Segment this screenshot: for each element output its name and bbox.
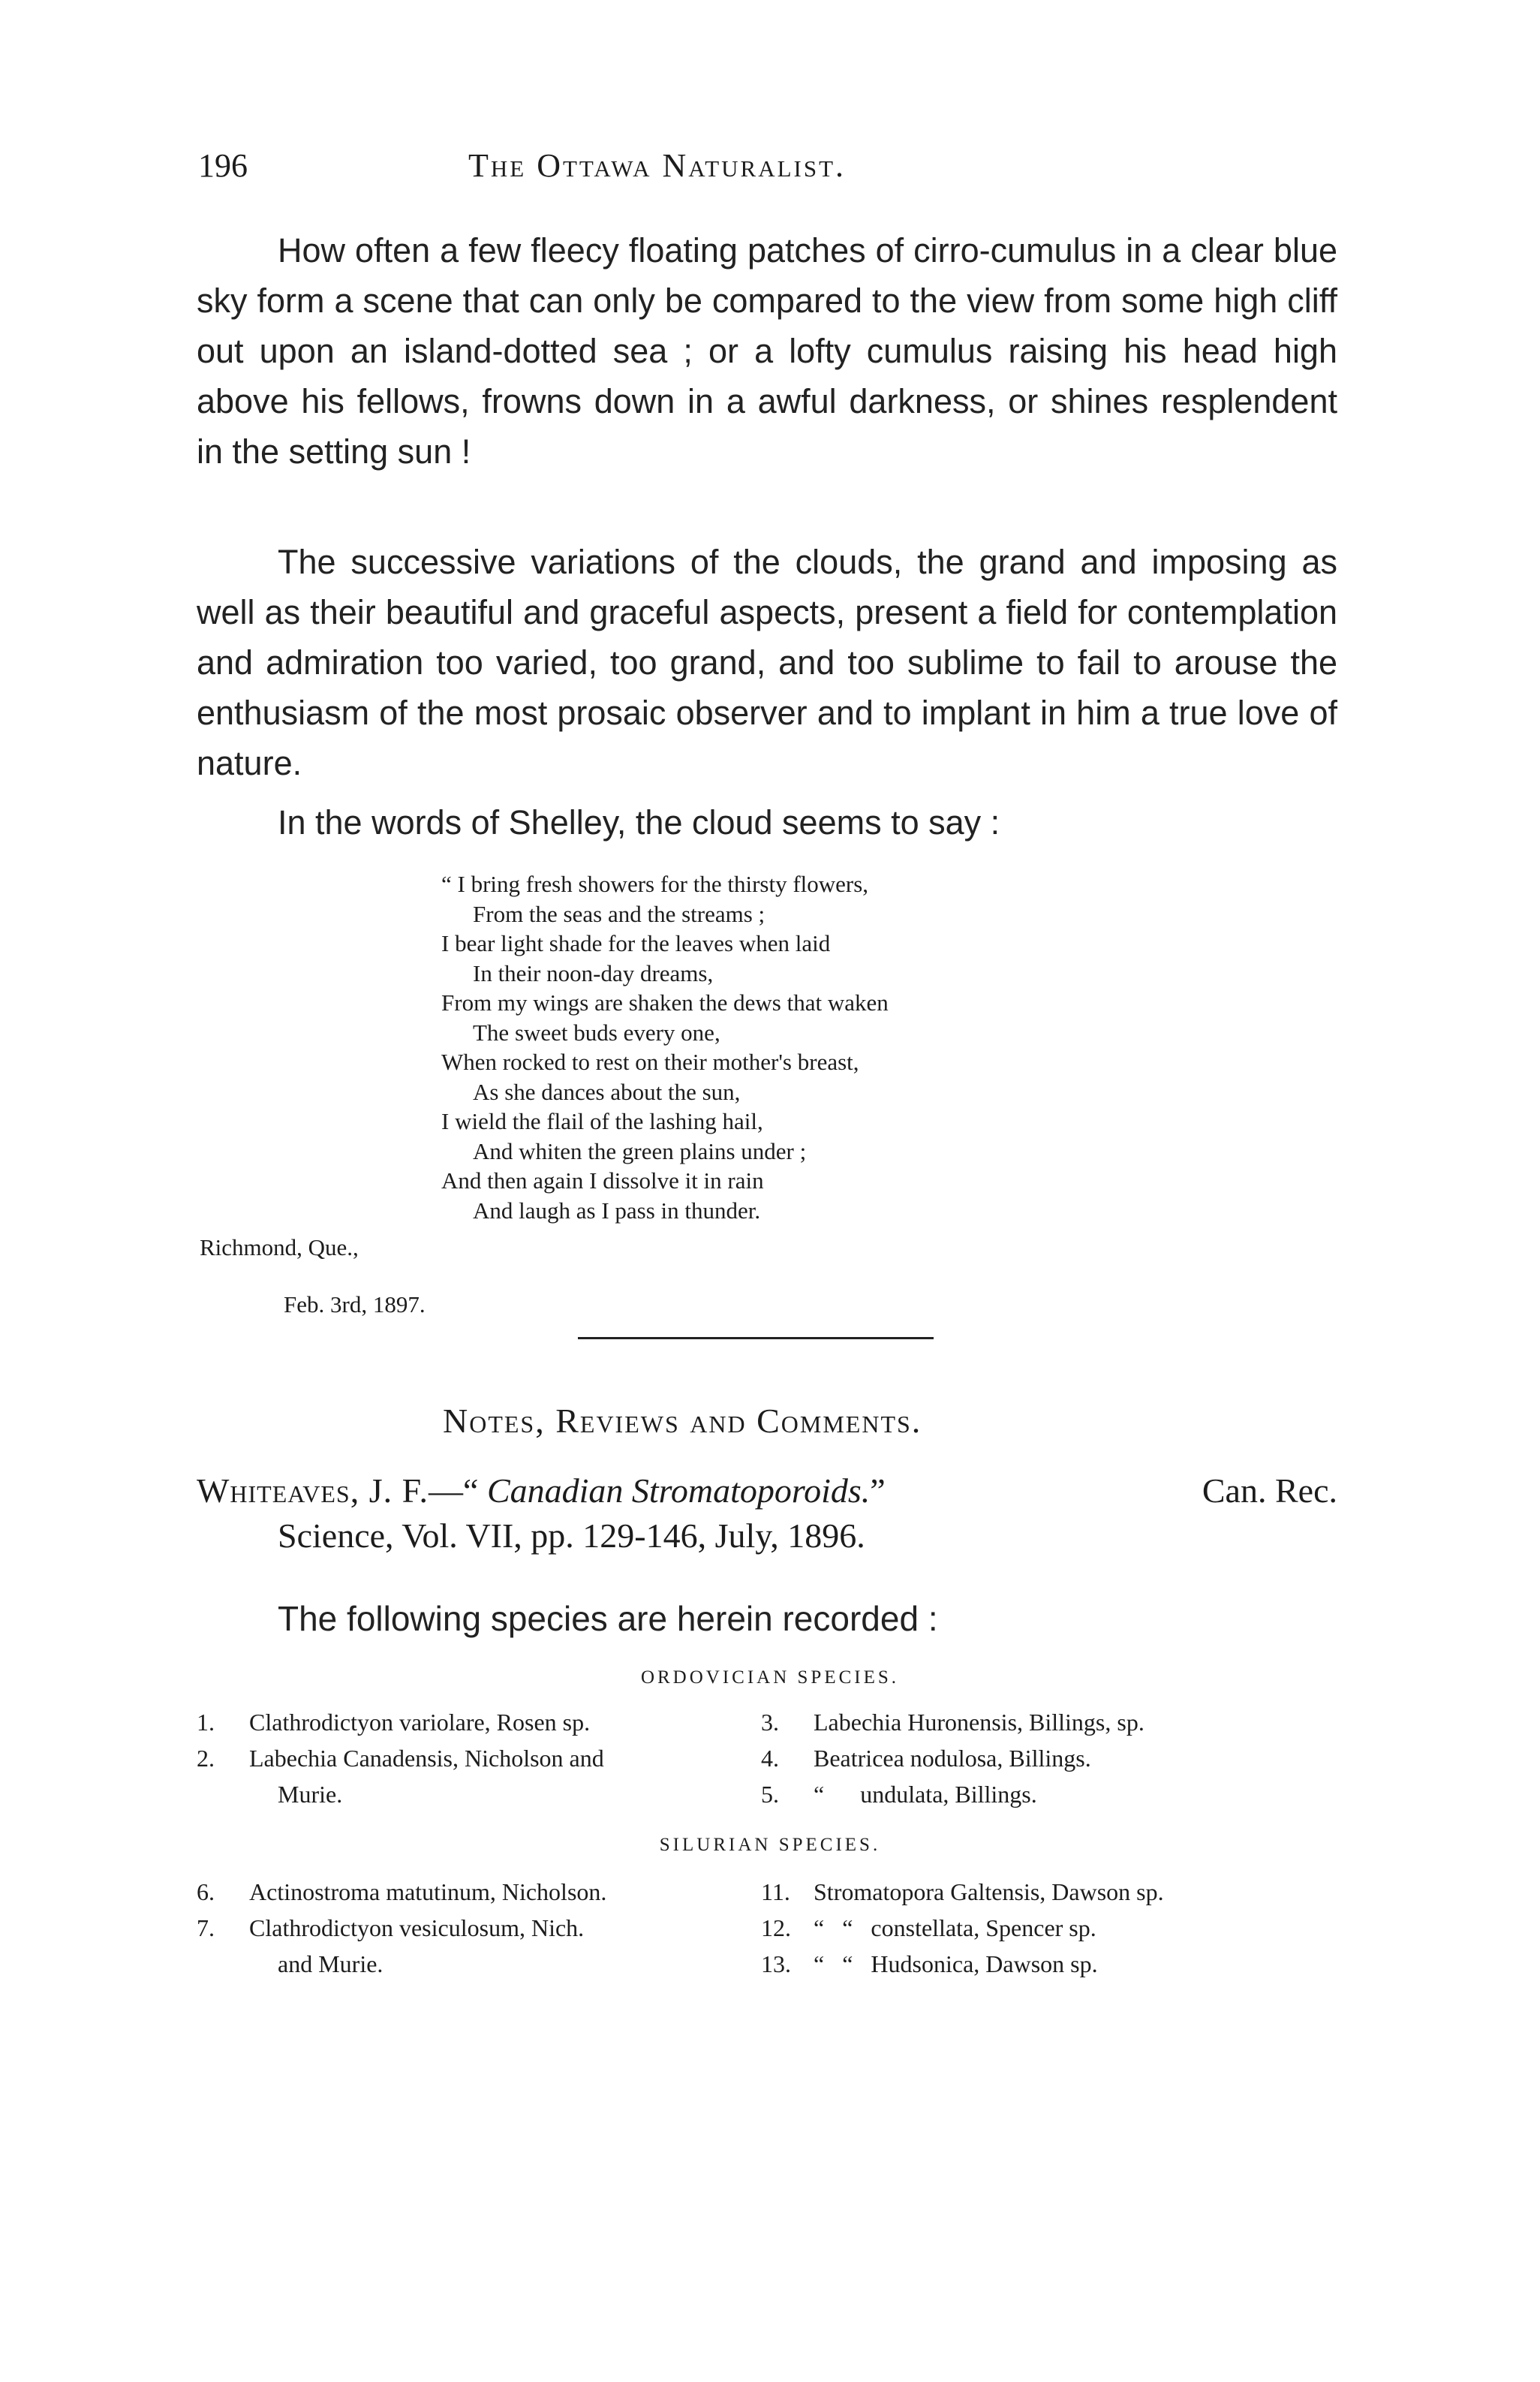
paragraph-text: In the words of Shelley, the cloud seems to say :	[278, 803, 1000, 842]
species-number: 5.	[761, 1781, 779, 1808]
species-item	[197, 1704, 604, 1740]
species-item	[761, 1910, 1164, 1946]
silurian-list-right	[761, 1874, 1164, 1982]
species-name-continued: and Murie.	[278, 1950, 383, 1977]
species-item	[761, 1740, 1144, 1776]
poem-line: From my wings are shaken the dews that waken	[441, 989, 889, 1016]
species-number: 11.	[761, 1878, 790, 1905]
review-title-close: ”	[870, 1471, 886, 1510]
section-divider	[578, 1337, 934, 1339]
poem-line: As she dances about the sun,	[473, 1078, 741, 1105]
species-name: Beatricea nodulosa, Billings.	[814, 1745, 1091, 1772]
review-heading	[197, 1468, 886, 1513]
species-number: 13.	[761, 1950, 791, 1977]
poem-quotation	[441, 869, 889, 1225]
species-item	[197, 1874, 606, 1910]
poem-line: From the seas and the streams ;	[473, 900, 765, 927]
signature-date: Feb. 3rd, 1897.	[284, 1291, 426, 1317]
review-title: Canadian Stromatoporoids.	[486, 1471, 871, 1510]
species-name: “ “ constellata, Spencer sp.	[814, 1914, 1096, 1941]
species-item	[197, 1740, 604, 1776]
review-journal: Can. Rec.	[1202, 1471, 1337, 1510]
page-number: 196	[198, 147, 248, 184]
poem-line: In their noon-day dreams,	[473, 959, 714, 986]
species-item	[761, 1874, 1164, 1910]
poem-line: When rocked to rest on their mother's breast,	[441, 1049, 859, 1075]
species-item	[761, 1946, 1164, 1982]
review-citation: Science, Vol. VII, pp. 129-146, July, 1896.	[278, 1516, 865, 1555]
species-number: 7.	[197, 1914, 215, 1941]
species-number: 3.	[761, 1709, 779, 1736]
poem-line: I bear light shade for the leaves when laid	[441, 930, 831, 956]
paragraph-2	[197, 537, 1337, 788]
species-name: Stromatopora Galtensis, Dawson sp.	[814, 1878, 1164, 1905]
signature-place: Richmond, Que.,	[200, 1234, 359, 1260]
species-item	[761, 1776, 1144, 1812]
species-name: “ undulata, Billings.	[814, 1781, 1037, 1808]
poem-line: The sweet buds every one,	[473, 1019, 720, 1046]
species-number: 4.	[761, 1745, 779, 1772]
species-name-continued: Murie.	[278, 1781, 343, 1808]
species-number: 1.	[197, 1709, 215, 1736]
species-name: Labechia Canadensis, Nicholson and	[249, 1745, 604, 1772]
species-name: Actinostroma matutinum, Nicholson.	[249, 1878, 607, 1905]
paragraph-1	[197, 225, 1337, 477]
species-item	[197, 1910, 606, 1946]
species-number: 12.	[761, 1914, 791, 1941]
review-entry	[197, 1468, 1337, 1558]
ordovician-list-left	[197, 1704, 604, 1812]
species-name: “ “ Hudsonica, Dawson sp.	[814, 1950, 1098, 1977]
silurian-heading: SILURIAN SPECIES.	[659, 1835, 881, 1855]
review-dash: —“	[429, 1471, 487, 1510]
poem-line: “ I bring fresh showers for the thirsty flowers,	[441, 871, 869, 897]
poem-line: And whiten the green plains under ;	[473, 1137, 807, 1164]
paragraph-text: The successive variations of the clouds, the grand and imposing as well as their beautiful and graceful aspects, present a field for contemplation and admiration too varied, too grand, and too sublime to fail to arouse the enthusiasm of the most prosaic observer and to implant in him a true love of nature.	[197, 543, 1337, 782]
species-name: Clathrodictyon vesiculosum, Nich.	[249, 1914, 585, 1941]
review-author: Whiteaves, J. F.	[197, 1471, 429, 1510]
silurian-list-left	[197, 1874, 606, 1982]
species-name: Clathrodictyon variolare, Rosen sp.	[249, 1709, 591, 1736]
paragraph-text: How often a few fleecy floating patches of cirro-cumulus in a clear blue sky form a scene that can only be compared to the view from some high cliff out upon an island-dotted sea ; or a lofty cumulus raising his head high above his fellows, frowns down in a awful darkness, or shines resplendent in the setting sun !	[197, 231, 1337, 471]
species-number: 2.	[197, 1745, 215, 1772]
poem-line: And laugh as I pass in thunder.	[473, 1197, 761, 1224]
poem-line: And then again I dissolve it in rain	[441, 1167, 764, 1194]
ordovician-list-right	[761, 1704, 1144, 1812]
species-item	[761, 1704, 1144, 1740]
paragraph-3	[197, 797, 1337, 848]
poem-line: I wield the flail of the lashing hail,	[441, 1108, 763, 1134]
section-title: Notes, Reviews and Comments.	[443, 1402, 922, 1440]
running-head-title: The Ottawa Naturalist.	[468, 147, 847, 184]
ordovician-heading: ORDOVICIAN SPECIES.	[640, 1667, 900, 1688]
species-lead-in: The following species are herein recorded :	[278, 1599, 938, 1638]
species-name: Labechia Huronensis, Billings, sp.	[814, 1709, 1144, 1736]
species-number: 6.	[197, 1878, 215, 1905]
